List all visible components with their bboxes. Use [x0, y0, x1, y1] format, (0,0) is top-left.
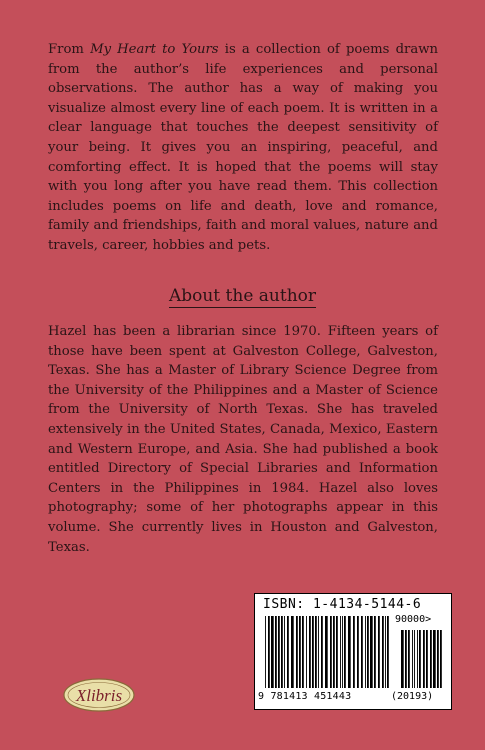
barcode-bar	[353, 616, 355, 688]
barcode-bar	[306, 616, 307, 688]
barcode-bar	[370, 616, 373, 688]
barcode-bar	[401, 630, 404, 688]
ean-digits: 9 781413 451443	[258, 691, 352, 702]
barcode-bar	[426, 630, 428, 688]
barcode-bar	[340, 616, 341, 688]
barcode-bar	[437, 630, 439, 688]
barcode-bar	[336, 616, 338, 688]
supplement-barcode	[401, 630, 445, 688]
barcode-bar	[312, 616, 314, 688]
barcode-bar	[333, 616, 335, 688]
back-cover-blurb	[48, 40, 438, 256]
about-author-heading-text: About the author	[168, 286, 317, 306]
barcode-bar	[318, 616, 319, 688]
barcode-bar	[296, 616, 298, 688]
xlibris-logo	[62, 676, 136, 714]
barcode-bar	[374, 616, 376, 688]
barcode-bar	[302, 616, 304, 688]
barcode-bar	[417, 630, 418, 688]
barcode-bar	[440, 630, 442, 688]
barcode-bar	[271, 616, 274, 688]
barcode-bar	[382, 616, 384, 688]
barcode-bar	[387, 616, 389, 688]
barcode-bar	[378, 616, 380, 688]
isbn-label: ISBN: 1-4134-5144-6	[263, 597, 422, 612]
barcode-bar	[419, 630, 421, 688]
barcode-bar	[325, 616, 328, 688]
barcode-bar	[423, 630, 425, 688]
barcode-bar	[299, 616, 301, 688]
barcode-bar	[291, 616, 294, 688]
barcode-bar	[268, 616, 270, 688]
barcode-bar	[315, 616, 317, 688]
barcode-bar	[408, 630, 410, 688]
logo-text: Xlibris	[75, 686, 123, 705]
author-bio: Hazel has been a librarian since 1970. Fifteen years of those have been spent at Galveston College, Galveston, Texas. She has a Master of Library Science Degree from the University of the Philippines and a Master of Science from the University of North Texas. She has traveled extensively in the United States, Canada, Mexico, Eastern and Western Europe, and Asia. She had published a book entitled Directory of Special Libraries and Information Centers in the Philippines in 1984. Hazel also loves photography; some of her photographs appear in this volume. She currently lives in Houston and Galveston, Texas.	[48, 324, 438, 555]
supplement-price: 90000>	[395, 614, 432, 625]
barcode-bar	[385, 616, 386, 688]
book-title: My Heart to Yours	[90, 42, 219, 57]
barcode-bar	[361, 616, 363, 688]
barcode-bar	[344, 616, 346, 688]
barcode-bar	[342, 616, 343, 688]
supplement-digits: (20193)	[391, 691, 434, 702]
barcode-bar	[348, 616, 351, 688]
barcode-bar	[412, 630, 413, 688]
barcode-bar	[281, 616, 283, 688]
barcode-bar	[433, 630, 436, 688]
barcode-bar	[357, 616, 359, 688]
barcode-bar	[365, 616, 366, 688]
barcode-bar	[309, 616, 311, 688]
isbn-barcode-box	[254, 593, 452, 710]
barcode-bar	[330, 616, 332, 688]
barcode-bar	[265, 616, 266, 688]
barcode-bar	[367, 616, 369, 688]
barcode-bar	[278, 616, 280, 688]
ean-barcode	[265, 616, 389, 688]
barcode-bar	[414, 630, 415, 688]
barcode-bar	[405, 630, 407, 688]
barcode-bar	[275, 616, 277, 688]
barcode-bar	[287, 616, 289, 688]
blurb-prefix: From	[48, 42, 91, 57]
barcode-bar	[321, 616, 323, 688]
barcode-bar	[430, 630, 432, 688]
blurb-text: is a collection of poems drawn from the author’s life experiences and personal observations. The author has a way of making you visualize almost every line of each poem. It is written in a clear language that touches the deepest sensitivity of your being. It gives you an inspiring, peaceful, and comforting effect. It is hoped that the poems will stay with you long after you have read them. This collection includes poems on life and death, love and romance, family and friendships, faith and moral values, nature and travels, career, hobbies and pets.	[48, 42, 438, 253]
barcode-bar	[284, 616, 285, 688]
about-author-heading	[0, 286, 485, 306]
